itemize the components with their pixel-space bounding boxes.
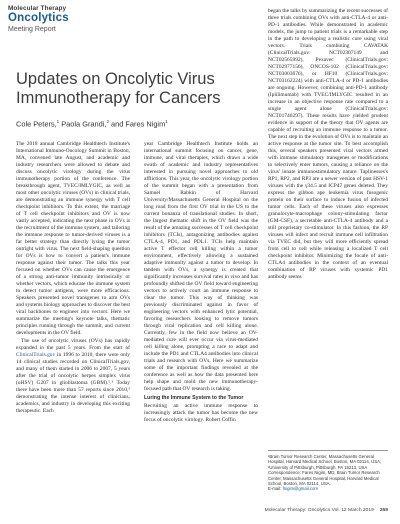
author-list [16,119,246,128]
page-number: 259 [379,508,388,513]
paragraph: year Cambridge Healthtech Institute holds an international summit focusing on cancer, gene, immune, and viral therapies, which draws a wide swath of academic and industry representatives interested in pursuing novel approaches to old afflictions. This year, the oncolytic virology portion of the summit began with a presentation from Samuel Rabkin of Harvard University/Massachusetts General Hospital on the long road from the first OV trial in the US to the current bonanza of translational studies. In short, the largest thematic shift in the OV field was the result of the amazing successes of T cell checkpoint inhibitors (TCIs), antagonizing antibodies against CTLA-4, PD1, and PDL1. TCIs help maintain active T effector cell killing within a tumor environment, effectively allowing a sustained adaptive immunity against a tumor to develop. In tandem with OVs, a synergy is created that significantly increases survival rates in vivo and has profoundly shifted the OV field toward engineering vectors to actively court an immune response to clear the tumor. This way of thinking was previously discriminated against in favor of engineering vectors with enhanced lytic potential, favoring researchers looking to remove tumors through viral replication and cell killing alone. Currently, few in the field now believe an OV-mediated cure will ever occur via virus-mediated cell killing alone, prompting a race to adapt and include the PD1 and CTLA4 antibodies into clinical trials and research with OVs. Here we summarize some of the important findings revealed at the conference as well as how the data presented here help shape and mold the new immunotherapy-focused path that OV research is taking. [144,141,258,392]
paragraph: The 2018 annual Cambridge Healthtech Institute's International Immuno-Oncology Summit in Boston, MA, convened late August, and academic and industry researchers were allowed to debate and discuss oncolytic virology during the virus immunotherapy portion of the conference. The breakthrough agent, TVEC/IMLYGIC, as well as most other oncolytic viruses (OVs) in clinical trials, are demonstrating an immune synergy with T cell checkpoint inhibitors. To this extent, the marriage of T cell checkpoint inhibitors and OV is now vastly accepted, indicating the next phase in OVs is the recruitment of the immune system, and tailoring the immune response to tumor-derived viruses is a far better strategy than directly lysing the tumor outright with virus. The next field-shaping question for OVs is how to convert a patient's immune response against their tumor. The talks this year focused on whether OVs can cause the emergence of a strong anti-tumor immunity intrinsically or whether vectors, which educate the immune system to detect tumor antigens, were more efficacious. Speakers presented novel transgenes to arm OVs and systems biology approaches to discover the best viral backbones to engineer into vectors. Here we summarize the meeting's keynote talks, thematic principles running through the summit, and current developments in the OV field. [16,141,130,336]
journal-name-line1: Molecular Therapy [8,5,67,12]
author-name: Paola Grandi, [59,119,107,129]
page-footer [0,508,388,513]
affiliation-text: ¹Brain Tumor Research Center, Massachusetts General Hospital, Harvard Medical School, Boston, MA 02114, USA; ²University of Pittsburgh, Pittsburgh, PA 15213, USA [268,454,382,470]
paragraph: Recruiting an active immune response to increasingly attack the tumor has become the new focus of oncolytic virology. Robert Coffin [144,403,258,423]
email-line [268,486,388,491]
author-name: Cole Peters, [16,119,57,129]
clinicaltrials-link[interactable]: ClinicalTrials.gov [16,352,56,358]
paragraph [16,338,130,415]
text-column-2 [144,141,258,501]
affiliations-footnote [268,450,388,492]
section-heading: Luring the Immune System to the Tumor [144,395,244,401]
text-column-3 [268,8,388,496]
email-label: E-mail: [268,486,283,492]
paragraph-text: in 1996 to 2010, there were only 14 clinical studies recorded on ClinicalTrials.gov, and many of them started in 2006 to 2007, 5 years after the trial of oncolytic herpes simplex virus (oHSV) G207 in glioblastoma (GBM).¹˒² Today there have been more than 57 reports since 2010,³ demonstrating the intense interest of clinicians, academics, and industry in developing this exciting therapeutic. Each [16,352,130,414]
author-name: and Fares Nigim [108,119,166,129]
text-column-1 [16,141,130,501]
correspondence-text: Correspondence: Fares Nigim, MD, Brain Tumor Research Center, Massachusetts General Hospital, Harvard Medical School, Boston, MA 02114, USA. [268,470,380,487]
article-title: Updates on Oncolytic Virus Immunotherapy for Cancers [16,70,221,107]
footer-citation: Molecular Therapy: Oncolytics Vol. 12 March 2019 [264,508,374,513]
article-type: Meeting Report [8,26,56,34]
author-affiliation-mark: 2 [106,119,109,124]
paragraph-text: The use of oncolytic viruses (OVs) has rapidly expanded in the past 5 years. From the start of [16,338,130,351]
author-affiliation-mark: 1 [56,119,60,124]
author-affiliation-mark: 1 [165,119,168,124]
journal-header [8,6,69,33]
email-link[interactable]: fnigim@gmail.com [282,486,318,492]
journal-name-line2: Oncolytics [8,12,69,25]
paragraph: began the talks by summarizing the recent successes of three trials combining OVs with anti-CTLA-4 or anti-PD-1 antibodies. While demonstrated in academic models, the jump to patient trials is a remarkable step in the path to developing a realistic cure using viral vectors. Trials combining CAVATAK (ClinicalTrials.gov: NCT02307149 and NCT02565992), Pexavec (ClinicalTrials.gov: NCT02977156), ONCOS-102 (ClinicalTrials.gov: NCT03003676), or HF10 (ClinicalTrials.gov: NCT03162224) with anti-CTLA-4 or PD-1 antibodies are ongoing. However, combining anti-PD-1 antibody (Iplilimumab) with TVEC/IMLYGIC resulted in an increase in an objective response rate compared to a single agent alone (ClinicalTrials.gov: NCT01740297). These results have yielded prudent evidence in support of the theory that OV agents are capable of recruiting an immune response to a tumor. The next step in the evolution of OVs is to maintain an active response at the tumor site. To best accomplish this, several speakers presented viral vectors armed with immune stimulatory transgenes or modifications to selectively enter tumors, causing a reliance on the virus' innate immunostimulatory nature. Taplinesses's RP1, RP2, and RP3 are a newer version of past HSV-1 viruses with the γ34.5 and ICP47 genes deleted. They express the gibbon ape leukemia virus fusogenic protein on their surface to induce fusion of infected tumor cells. Each of these viruses also expresses granulocyte-macrophage colony-stimulating factor (GM-CSF), a secretable anti-CTLA-4 antibody and a still proprietary co-stimulator. In this fashion, the RP viruses will infect and recruit immune cell infiltration via TVEC did, but they will more efficiently spread from cell to cell while releasing a localized T cell checkpoint inhibitor. Minimizing the locale of anti-CTLA4 antibodies in the context of an eventual combination of RP viruses with systemic PD1 antibody seems [268,8,388,280]
